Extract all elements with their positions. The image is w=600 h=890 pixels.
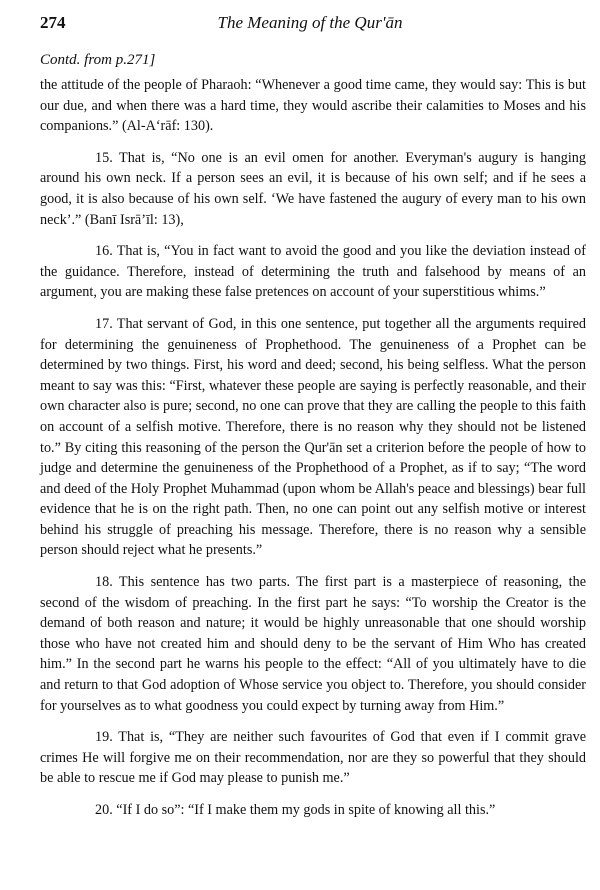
note-19: 19. That is, “They are neither such favourites of God that even if I commit grave crimes He will forgive me on their recommendation, nor are they so powerful that they should be able to rescue me if God may please to punish me.” — [40, 729, 586, 787]
note-20: 20. “If I do so”: “If I make them my gods in spite of knowing all this.” — [95, 802, 496, 818]
page-number: 274 — [40, 13, 66, 32]
continued-note: Contd. from p.271] — [40, 52, 156, 68]
page-header — [40, 13, 580, 37]
note-17: 17. That servant of God, in this one sentence, put together all the arguments required for determining the genuineness of Prophethood. The genuineness of a Prophet can be determined by two things. First, his word and deed; second, his being selfless. What the person meant to say was this: “First, whatever these people are saying is perfectly reasonable, and their own character also is pure; second, no one can prove that they are calling the people to this faith on account of a selfish motive. Therefore, there is no reason why they should not be listened to.” By citing this reasoning of the person the Qur'ān set a criterion before the people of how to judge and determine the genuineness of the Prophethood of a Prophet, as if to say; “The word and deed of the Holy Prophet Muhammad (upon whom be Allah's peace and blessings) bear full evidence that he is on the right path. Then, no one can point out any selfish motive or interest behind his struggle of preaching his message. Therefore, there is no reason why a sensible person should reject what he presents.” — [40, 315, 586, 559]
note-15: 15. That is, “No one is an evil omen for another. Everyman's augury is hanging around his own neck. If a person sees an evil, it is because of his own self; and if he sees a good, it is also because of his own self. ‘We have fastened the augury of every man to his own neck’.” (Banī Isrā’īl: 13), — [40, 149, 586, 228]
note-16: 16. That is, “You in fact want to avoid the good and you like the deviation instead of the guidance. Therefore, instead of determining the truth and falsehood by means of an argument, you are making these false pretences on account of your superstitious whims.” — [40, 243, 586, 301]
note-18: 18. This sentence has two parts. The first part is a masterpiece of reasoning, the second of the wisdom of preaching. In the first part he says: “To worship the Creator is the demand of both reason and nature; it would be highly unreasonable that one should worship those who have not created him and should deny to be the servant of Him Who has created him.” In the second part he warns his people to the effect: “All of you ultimately have to die and return to that God adoption of Whose service you object to. Therefore, you should consider for yourselves as to what goodness you could expect by turning away from Him.” — [40, 574, 586, 714]
paragraph-continued: the attitude of the people of Pharaoh: “Whenever a good time came, they would say: This is but our due, and when there was a hard time, they would ascribe their calamities to Moses and his companions.” (Al-A‘rāf: 130). — [40, 77, 586, 135]
running-title: The Meaning of the Qur'ān — [217, 13, 403, 32]
body-text — [40, 75, 586, 821]
